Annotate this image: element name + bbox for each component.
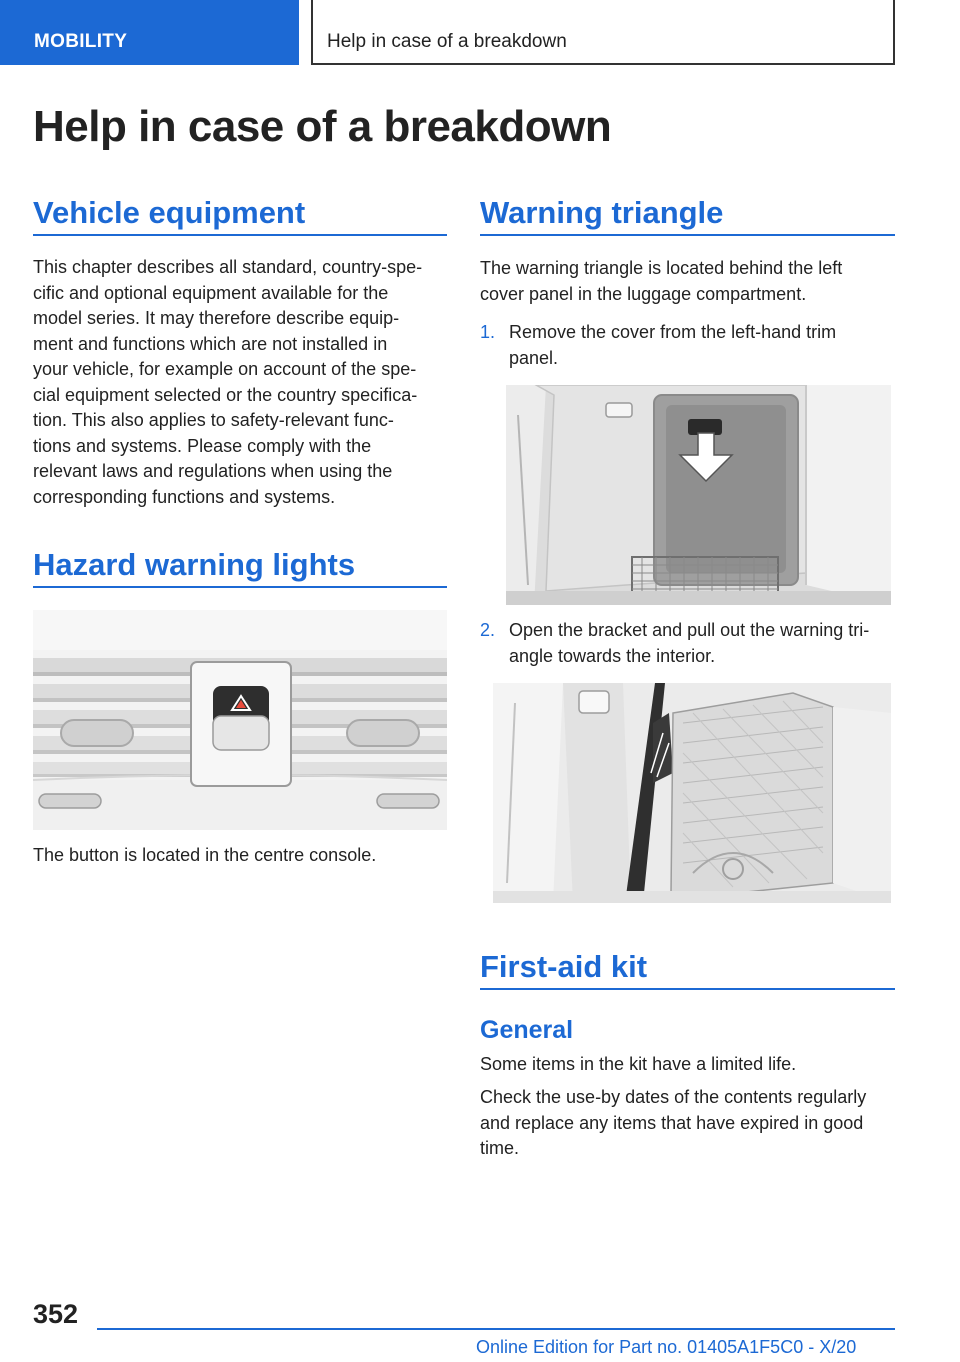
text-line: ment and functions which are not installed in [33, 333, 388, 354]
footer-edition-text: Online Edition for Part no. 01405A1F5C0 - X/20 [476, 1337, 857, 1357]
hazard-switch-figure [33, 610, 447, 830]
text-line: Remove the cover from the left-hand trim [509, 322, 837, 342]
text-line: Check the use-by dates of the contents regularly [480, 1087, 867, 1107]
header-section-label: MOBILITY [34, 31, 128, 52]
step-text [509, 618, 869, 669]
header-section-tab [0, 0, 299, 65]
text-line: corresponding functions and systems. [33, 486, 336, 507]
heading-warning-triangle: Warning triangle [480, 195, 724, 230]
heading-rule [33, 234, 447, 236]
text-line: cial equipment selected or the country specifica- [33, 384, 418, 405]
text-line: tions and systems. Please comply with the [33, 435, 372, 456]
page-number: 352 [33, 1299, 79, 1329]
warning-triangle-bracket-figure [493, 683, 891, 903]
text-line: your vehicle, for example on account of the spe- [33, 359, 417, 379]
heading-vehicle-equipment: Vehicle equipment [33, 195, 306, 230]
step-item [480, 320, 895, 372]
vehicle-equipment-text [33, 255, 422, 510]
text-line: cific and optional equipment available for the [33, 282, 389, 303]
hazard-caption: The button is located in the centre console. [33, 845, 377, 865]
text-line: This chapter describes all standard, country-spe- [33, 257, 423, 277]
footer-rule [97, 1328, 895, 1330]
step-number: 2. [480, 620, 496, 640]
header-chapter-tab [311, 0, 895, 65]
text-line: Open the bracket and pull out the warning tri- [509, 620, 870, 640]
trim-panel-figure [506, 385, 891, 605]
first-aid-para2 [480, 1085, 866, 1162]
text-line: model series. It may therefore describe equip- [33, 308, 400, 328]
text-line: The warning triangle is located behind the left [480, 258, 843, 278]
heading-first-aid-kit: First-aid kit [480, 949, 648, 984]
text-line: and replace any items that have expired in good [480, 1112, 864, 1133]
text-line: relevant laws and regulations when using the [33, 461, 393, 481]
text-line: panel. [509, 347, 559, 368]
step-number: 1. [480, 322, 496, 342]
heading-rule [480, 988, 895, 990]
first-aid-para1: Some items in the kit have a limited life. [480, 1054, 797, 1074]
text-line: cover panel in the luggage compartment. [480, 283, 807, 304]
text-line: time. [480, 1138, 520, 1158]
text-line: angle towards the interior. [509, 645, 716, 666]
text-line: tion. This also applies to safety-relevant func- [33, 410, 394, 430]
heading-rule [480, 234, 895, 236]
step-item [480, 618, 895, 670]
page-title: Help in case of a breakdown [33, 102, 612, 151]
warning-triangle-intro [480, 256, 842, 307]
step-text [509, 320, 836, 371]
heading-rule [33, 586, 447, 588]
header-chapter-label: Help in case of a breakdown [327, 31, 567, 52]
heading-hazard-warning-lights: Hazard warning lights [33, 547, 356, 582]
subheading-general: General [480, 1016, 574, 1044]
